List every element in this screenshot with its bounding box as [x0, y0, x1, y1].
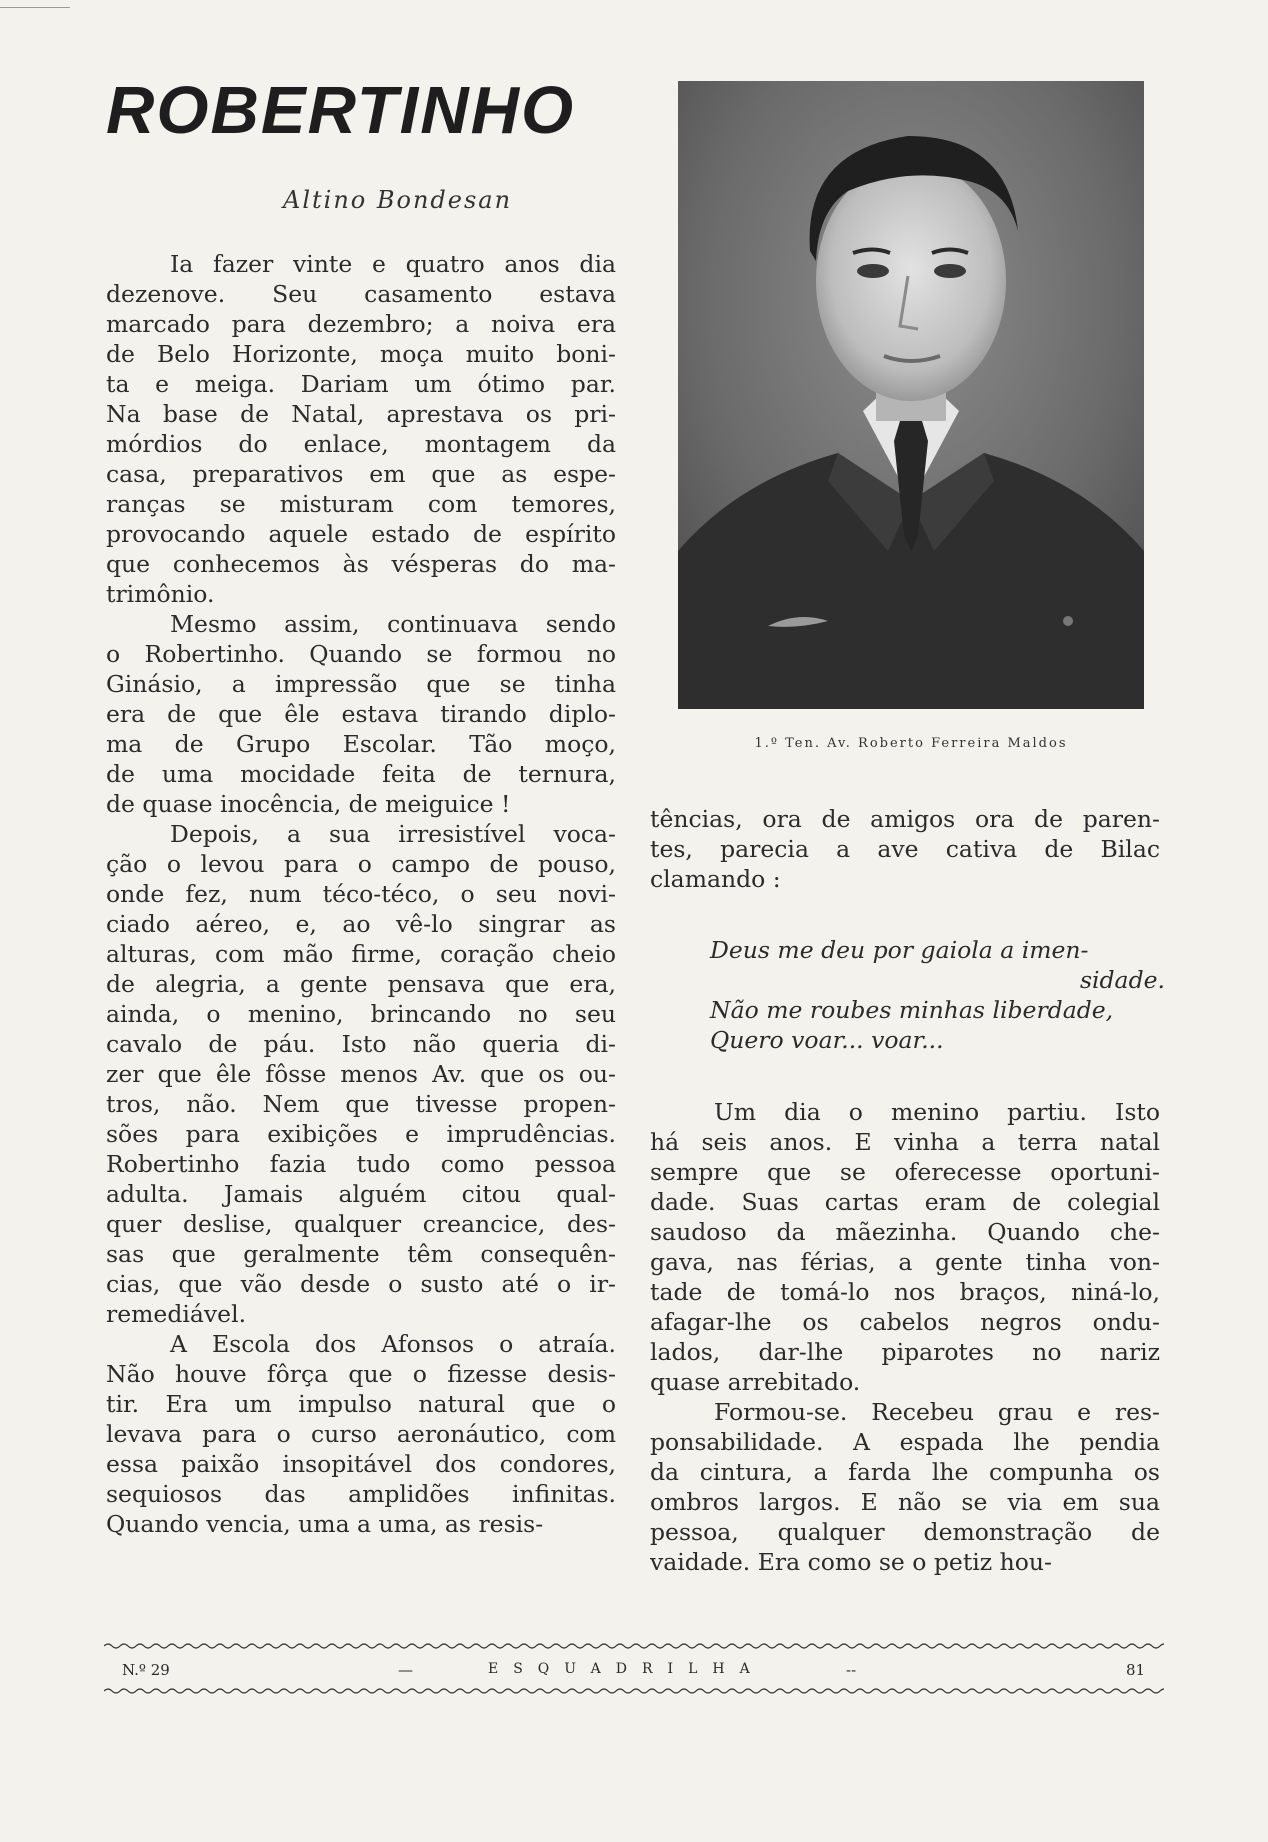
text-line: sões para exibições e imprudências. — [106, 1120, 616, 1148]
text-line: tros, não. Nem que tivesse propen- — [106, 1090, 616, 1118]
article-author: Altino Bondesan — [283, 186, 513, 214]
text-line: zer que êle fôsse menos Av. que os ou- — [106, 1060, 616, 1088]
text-line: casa, preparativos em que as espe- — [106, 460, 616, 488]
poem-line: Deus me deu por gaiola a imen- — [710, 936, 1089, 964]
left-text-column — [106, 249, 616, 1539]
portrait-photo — [678, 81, 1144, 709]
text-line: provocando aquele estado de espírito — [106, 520, 616, 548]
text-line: vaidade. Era como se o petiz hou- — [650, 1548, 1053, 1576]
text-line: alturas, com mão firme, coração cheio — [106, 940, 616, 968]
issue-number: N.º 29 — [122, 1661, 170, 1679]
footer-wave-rule-top — [104, 1641, 1164, 1651]
text-line: Formou-se. Recebeu grau e res- — [714, 1398, 1160, 1426]
paragraph — [650, 1097, 1160, 1397]
text-line: A Escola dos Afonsos o atraía. — [170, 1330, 616, 1358]
text-line: lados, dar-lhe piparotes no nariz — [650, 1338, 1160, 1366]
text-line: dade. Suas cartas eram de colegial — [650, 1188, 1160, 1216]
text-line: sempre que se oferecesse oportuni- — [650, 1158, 1160, 1186]
paragraph — [106, 249, 616, 609]
text-line: afagar-lhe os cabelos negros ondu- — [650, 1308, 1160, 1336]
text-line: quase arrebitado. — [650, 1368, 861, 1396]
text-line: adulta. Jamais alguém citou qual- — [106, 1180, 616, 1208]
text-line: Depois, a sua irresistível voca- — [170, 820, 616, 848]
text-line: Quando vencia, uma a uma, as resis- — [106, 1510, 544, 1538]
text-line: saudoso da mãezinha. Quando che- — [650, 1218, 1160, 1246]
paragraph — [106, 609, 616, 819]
top-edge-rule — [0, 7, 70, 8]
footer-wave-rule-bottom — [104, 1686, 1164, 1696]
magazine-name: ESQUADRILHA — [488, 1661, 765, 1677]
text-line: gava, nas férias, a gente tinha von- — [650, 1248, 1160, 1276]
right-text-column-top — [650, 804, 1160, 894]
text-line: da cintura, a farda lhe compunha os — [650, 1458, 1160, 1486]
text-line: Robertinho fazia tudo como pessoa — [106, 1150, 616, 1178]
poem-line: Não me roubes minhas liberdade, — [710, 996, 1114, 1024]
text-line: tir. Era um impulso natural que o — [106, 1390, 616, 1418]
poem-line: sidade. — [1079, 966, 1165, 994]
text-line: de uma mocidade feita de ternura, — [106, 760, 616, 788]
poem-quote — [710, 935, 1165, 1055]
paragraph — [106, 819, 616, 1329]
text-line: onde fez, num téco-téco, o seu novi- — [106, 880, 616, 908]
text-line: cavalo de páu. Isto não queria di- — [106, 1030, 616, 1058]
text-line: marcado para dezembro; a noiva era — [106, 310, 616, 338]
text-line: essa paixão insopitável dos condores, — [106, 1450, 616, 1478]
text-line: ma de Grupo Escolar. Tão moço, — [106, 730, 616, 758]
text-line: de quase inocência, de meiguice ! — [106, 790, 511, 818]
text-line: remediável. — [106, 1300, 247, 1328]
text-line: tências, ora de amigos ora de paren- — [650, 805, 1160, 833]
text-line: sas que geralmente têm consequên- — [106, 1240, 616, 1268]
page-number: 81 — [1126, 1661, 1146, 1679]
text-line: de alegria, a gente pensava que era, — [106, 970, 616, 998]
right-text-column-bottom — [650, 1097, 1160, 1577]
text-line: pessoa, qualquer demonstração de — [650, 1518, 1160, 1546]
text-line: Ia fazer vinte e quatro anos dia — [170, 250, 616, 278]
text-line: tade de tomá-lo nos braços, niná-lo, — [650, 1278, 1160, 1306]
text-line: Não houve fôrça que o fizesse desis- — [106, 1360, 616, 1388]
paragraph — [650, 804, 1160, 894]
text-line: há seis anos. E vinha a terra natal — [650, 1128, 1160, 1156]
text-line: que conhecemos às vésperas do ma- — [106, 550, 616, 578]
footer-dash-right: -- — [846, 1661, 857, 1679]
text-line: clamando : — [650, 865, 781, 893]
text-line: ta e meiga. Dariam um ótimo par. — [106, 370, 616, 398]
text-line: Um dia o menino partiu. Isto — [714, 1098, 1160, 1126]
paragraph — [650, 1397, 1160, 1577]
paragraph — [106, 1329, 616, 1539]
text-line: mórdios do enlace, montagem da — [106, 430, 616, 458]
text-line: tes, parecia a ave cativa de Bilac — [650, 835, 1160, 863]
text-line: era de que êle estava tirando diplo- — [106, 700, 616, 728]
text-line: trimônio. — [106, 580, 215, 608]
article-title: ROBERTINHO — [106, 73, 576, 148]
text-line: ponsabilidade. A espada lhe pendia — [650, 1428, 1160, 1456]
text-line: sequiosos das amplidões infinitas. — [106, 1480, 616, 1508]
text-line: ombros largos. E não se via em sua — [650, 1488, 1160, 1516]
text-line: quer deslise, qualquer creancice, des- — [106, 1210, 616, 1238]
text-line: cias, que vão desde o susto até o ir- — [106, 1270, 616, 1298]
page-footer — [106, 1661, 1162, 1683]
poem-line: Quero voar... voar... — [710, 1026, 944, 1054]
text-line: de Belo Horizonte, moça muito boni- — [106, 340, 616, 368]
text-line: ainda, o menino, brincando no seu — [106, 1000, 616, 1028]
portrait-image — [678, 81, 1144, 709]
footer-dash-left: — — [398, 1661, 413, 1679]
text-line: levava para o curso aeronáutico, com — [106, 1420, 616, 1448]
text-line: ção o levou para o campo de pouso, — [106, 850, 616, 878]
text-line: ranças se misturam com temores, — [106, 490, 616, 518]
text-line: dezenove. Seu casamento estava — [106, 280, 616, 308]
text-line: Na base de Natal, aprestava os pri- — [106, 400, 616, 428]
text-line: Mesmo assim, continuava sendo — [170, 610, 616, 638]
text-line: ciado aéreo, e, ao vê-lo singrar as — [106, 910, 616, 938]
text-line: o Robertinho. Quando se formou no — [106, 640, 616, 668]
text-line: Ginásio, a impressão que se tinha — [106, 670, 616, 698]
photo-caption: 1.º Ten. Av. Roberto Ferreira Maldos — [754, 736, 1068, 751]
